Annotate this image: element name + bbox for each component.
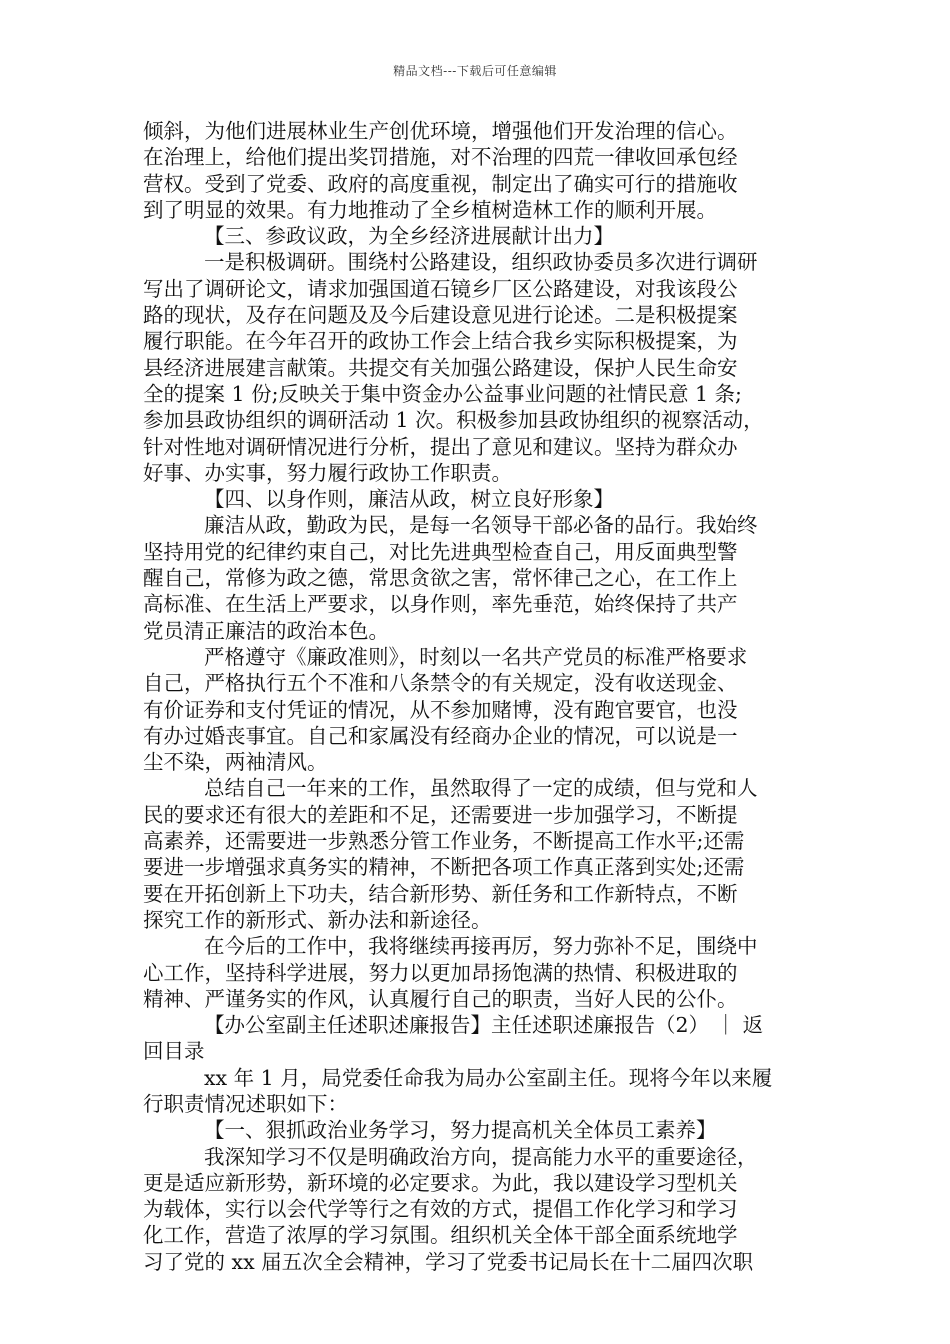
- text-line: 严格遵守《廉政准则》，时刻以一名共产党员的标准严格要求: [204, 644, 748, 669]
- text-line: 【三、参政议政，为全乡经济进展献计出力】: [204, 224, 614, 249]
- text-line: 醒自己，常修为政之德，常思贪欲之害，常怀律己之心，在工作上: [143, 566, 738, 591]
- text-line: 高标准、在生活上严要求，以身作则，率先垂范，始终保持了共产: [143, 592, 738, 617]
- text-line: 到了明显的效果。有力地推动了全乡植树造林工作的顺利开展。: [143, 197, 717, 222]
- text-line: 总结自己一年来的工作，虽然取得了一定的成绩，但与党和人: [204, 776, 758, 801]
- text-line: xx 年 1 月，局党委任命我为局办公室副主任。现将今年以来履: [204, 1065, 773, 1090]
- text-line: 化工作，营造了浓厚的学习氛围。组织机关全体干部全面系统地学: [143, 1223, 738, 1248]
- text-line: 习了党的 xx 届五次全会精神，学习了党委书记局长在十二届四次职: [143, 1249, 754, 1274]
- text-line: 尘不染，两袖清风。: [143, 750, 328, 775]
- text-line: 有办过婚丧事宜。自己和家属没有经商办企业的情况，可以说是一: [143, 723, 738, 748]
- text-line: 更是适应新形势，新环境的必定要求。为此，我以建设学习型机关: [143, 1170, 738, 1195]
- text-line: 参加县政协组织的调研活动 1 次。积极参加县政协组织的视察活动，: [143, 408, 764, 433]
- text-line: 自己，严格执行五个不准和八条禁令的有关规定，没有收送现金、: [143, 671, 738, 696]
- text-line: 路的现状，及存在问题及及今后建设意见进行论述。二是积极提案: [143, 303, 738, 328]
- text-line: 为载体，实行以会代学等行之有效的方式，提倡工作化学习和学习: [143, 1197, 738, 1222]
- text-line: 民的要求还有很大的差距和不足，还需要进一步加强学习，不断提: [143, 802, 738, 827]
- text-line: 【一、狠抓政治业务学习，努力提高机关全体员工素养】: [204, 1118, 717, 1143]
- text-line: 党员清正廉洁的政治本色。: [143, 618, 389, 643]
- text-line: 【办公室副主任述职述廉报告】主任述职述廉报告（2） ｜ 返: [204, 1013, 764, 1038]
- text-line: 廉洁从政，勤政为民，是每一名领导干部必备的品行。我始终: [204, 513, 758, 538]
- text-line: 全的提案 1 份;反映关于集中资金办公益事业问题的社情民意 1 条;: [143, 381, 742, 406]
- text-line: 一是积极调研。围绕村公路建设，组织政协委员多次进行调研: [204, 250, 758, 275]
- text-line: 要在开拓创新上下功夫，结合新形势、新任务和工作新特点，不断: [143, 881, 738, 906]
- text-line: 坚持用党的纪律约束自己，对比先进典型检查自己，用反面典型警: [143, 539, 738, 564]
- text-line: 在治理上，给他们提出奖罚措施，对不治理的四荒一律收回承包经: [143, 145, 738, 170]
- text-line: 我深知学习不仅是明确政治方向，提高能力水平的重要途径，: [204, 1144, 758, 1169]
- text-line: 倾斜，为他们进展林业生产创优环境，增强他们开发治理的信心。: [143, 119, 738, 143]
- text-line: 回目录: [143, 1039, 205, 1064]
- text-line: 要进一步增强求真务实的精神，不断把各项工作真正落到实处;还需: [143, 855, 745, 880]
- text-line: 在今后的工作中，我将继续再接再厉，努力弥补不足，围绕中: [204, 934, 758, 959]
- text-line: 好事、办实事，努力履行政协工作职责。: [143, 460, 512, 485]
- text-line: 精神、严谨务实的作风，认真履行自己的职责，当好人民的公仆。: [143, 986, 738, 1011]
- text-line: 心工作，坚持科学进展，努力以更加昂扬饱满的热情、积极进取的: [143, 960, 738, 985]
- page-header: 精品文档---下载后可任意编辑: [393, 64, 557, 78]
- text-line: 探究工作的新形式、新办法和新途径。: [143, 907, 492, 932]
- text-line: 【四、以身作则，廉洁从政，树立良好形象】: [204, 487, 614, 512]
- text-line: 履行职能。在今年召开的政协工作会上结合我乡实际积极提案，为: [143, 329, 738, 354]
- text-line: 有价证券和支付凭证的情况，从不参加赌博，没有跑官要官，也没: [143, 697, 738, 722]
- text-line: 县经济进展建言献策。共提交有关加强公路建设，保护人民生命安: [143, 355, 738, 380]
- text-line: 高素养，还需要进一步熟悉分管工作业务，不断提高工作水平;还需: [143, 829, 745, 854]
- text-line: 针对性地对调研情况进行分析，提出了意见和建议。坚持为群众办: [143, 434, 738, 459]
- text-line: 营权。受到了党委、政府的高度重视，制定出了确实可行的措施收: [143, 171, 738, 196]
- text-line: 行职责情况述职如下：: [143, 1091, 348, 1116]
- text-line: 写出了调研论文，请求加强国道石镜乡厂区公路建设，对我该段公: [143, 276, 738, 301]
- document-body: [143, 118, 811, 1275]
